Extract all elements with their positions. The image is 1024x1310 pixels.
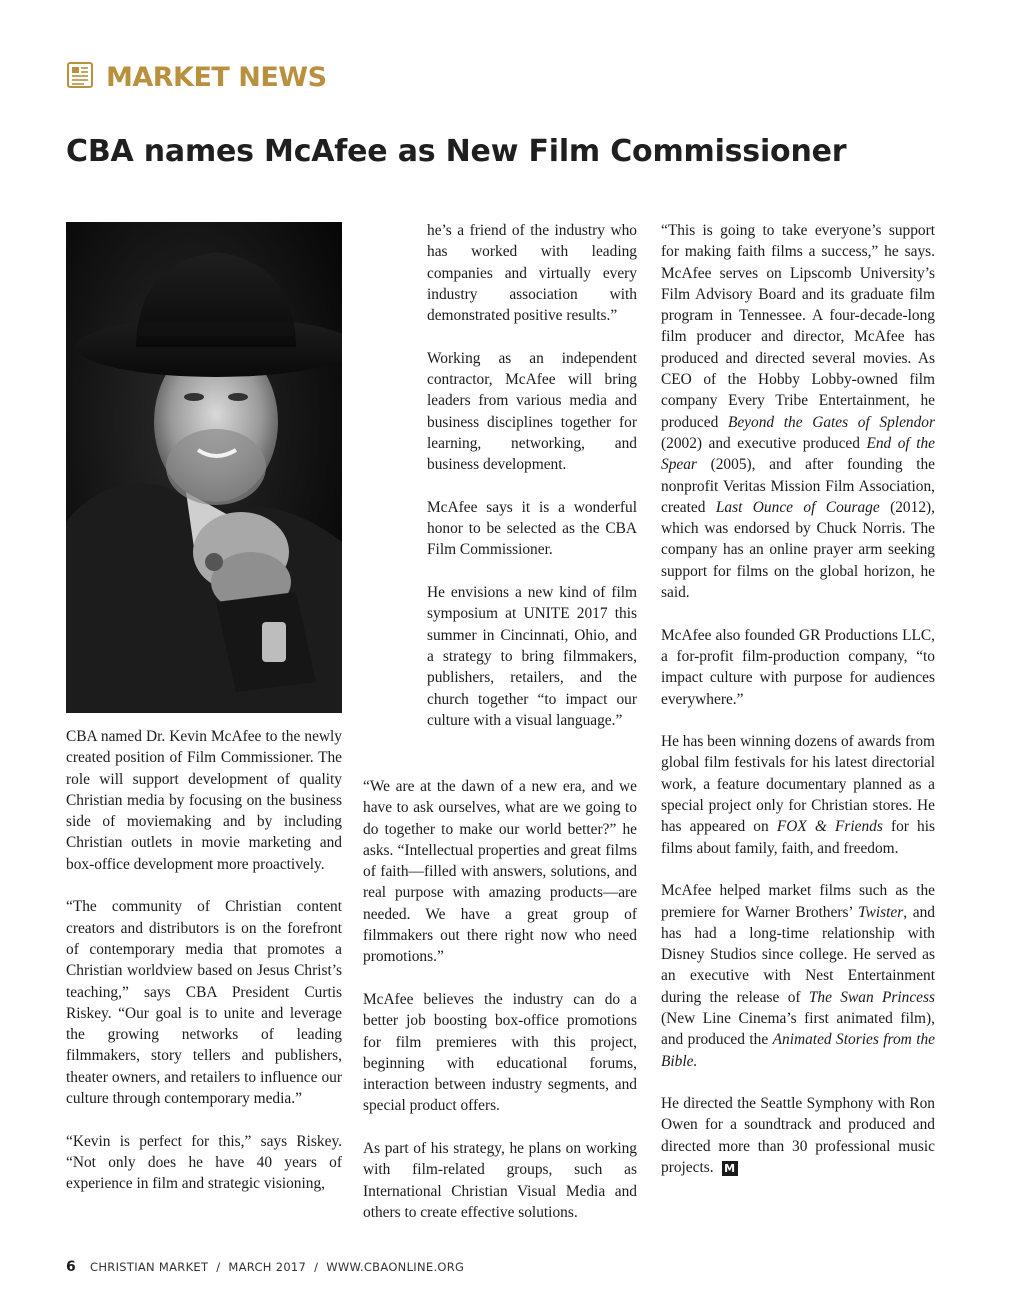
film-title: Animated Stories from the Bible. [661,1031,935,1070]
column-1 [66,726,342,1195]
page-number: 6 [66,1259,77,1275]
film-title: The Swan Princess [808,988,935,1006]
paragraph [661,731,935,859]
paragraph: Working as an independent contractor, McAfee will bring leaders from various media and business disciplines together for learning, networking, and business development. [427,349,637,474]
text-run: McAfee helped market films such as the premiere for Warner Brothers’ [661,882,935,921]
footer-separator: / [216,1260,221,1274]
publication-name: CHRISTIAN MARKET [90,1260,209,1274]
show-title: FOX & Friends [776,818,883,836]
section-title-word1: MARKET [106,62,230,93]
newspaper-icon [66,60,96,95]
paragraph [661,1093,935,1178]
text-run: (New Line Cinema’s first animated film), and produced the [661,1009,935,1049]
paragraph: “We are at the dawn of a new era, and we have to ask ourselves, what are we going to do together to make our world better?” he asks. “Intellectual properties and great films of faith—filled with answers, solutions, and real purpose with amazing products—are needed. We have a great group of filmmakers out there right now who need promotions.” [363,778,637,966]
text-run: He has been winning dozens of awards from global film festivals for his latest directorial work, a feature documentary planned as a special project only for Christian stores. He has appeared on [661,733,935,836]
film-title: Twister [858,903,904,921]
paragraph: “The community of Christian content creators and distributors is on the forefront of contemporary media that promotes a Christian worldview based on Jesus Christ’s teaching,” says CBA President Curtis Riskey. “Our goal is to unite and leverage the growing networks of leading filmmakers, story tellers and publishers, theater owners, and retailers to influence our culture through contemporary media.” [66,898,342,1108]
portrait-photo [66,222,342,713]
paragraph: He envisions a new kind of film symposium at UNITE 2017 this summer in Cincinnati, Ohio, and a strategy to bring filmmakers, publishers, retailers, and the church together “to impact our culture with a visual language.” [427,584,637,729]
text-run: “This is going to take everyone’s support for making faith films a success,” he says. McAfee serves on Lipscomb University’s Film Advisory Board and its graduate film program in Tennessee. A four-decade-long film producer and director, McAfee has produced and directed several movies. As CEO of the Hobby Lobby-owned film company Every Tribe Entertainment, he produced [661,222,935,431]
film-title: Last Ounce of Courage [715,498,880,516]
column-2-top [427,220,637,731]
article-headline: CBA names McAfee as New Film Commissioner [66,134,847,169]
text-run: for his films about family, faith, and freedom. [661,818,935,857]
end-mark-icon: M [722,1161,738,1176]
section-header [66,60,327,95]
website-link[interactable]: WWW.CBAONLINE.ORG [326,1260,465,1274]
paragraph: “Kevin is perfect for this,” says Riskey. “Not only does he have 40 years of experience in film and strategic visioning, [66,1132,342,1193]
paragraph [661,880,935,1072]
paragraph [661,220,935,603]
film-title: End of the Spear [661,434,936,474]
paragraph: McAfee says it is a wonderful honor to be selected as the CBA Film Commissioner. [427,498,637,559]
film-title: Beyond the Gates of Splendor [727,413,935,431]
paragraph: CBA named Dr. Kevin McAfee to the newly created position of Film Commissioner. The role will support development of quality Christian media by focusing on the business side of moviemaking and by including Christian outlets in movie marketing and box-office development more proactively. [66,728,342,873]
paragraph: McAfee believes the industry can do a better job boosting box-office promotions for film premieres with this project, beginning with educational forums, interaction between industry segments, and special product offers. [363,990,637,1115]
page-footer [66,1259,464,1275]
text-run: (2002) and executive produced [661,434,867,452]
column-2-bottom [363,776,637,1223]
text-run: (2012), which was endorsed by Chuck Norris. The company has an online prayer arm seeking support for films on the global horizon, he said. [661,498,935,602]
paragraph: As part of his strategy, he plans on working with film-related groups, such as International Christian Visual Media and others to create effective solutions. [363,1140,637,1221]
paragraph: McAfee also founded GR Productions LLC, a for-profit film-production company, “to impact culture with purpose for audiences everywhere.” [661,626,935,708]
text-run: He directed the Seattle Symphony with Ron Owen for a soundtrack and produced and directed more than 30 professional music projects. [661,1095,935,1177]
section-title-word2: NEWS [238,62,327,93]
text-run: , and has had a long-time relationship with Disney Studios since college. He served as an executive with Nest Entertainment during the release of [661,903,935,1006]
footer-separator: / [314,1260,319,1274]
column-3 [661,220,935,1178]
text-run: (2005), and after founding the nonprofit Veritas Mission Film Association, created [661,456,935,516]
issue-date: MARCH 2017 [228,1260,307,1274]
paragraph: he’s a friend of the industry who has worked with leading companies and virtually every industry association with demonstrated positive results.” [427,222,637,325]
section-title [106,62,327,93]
